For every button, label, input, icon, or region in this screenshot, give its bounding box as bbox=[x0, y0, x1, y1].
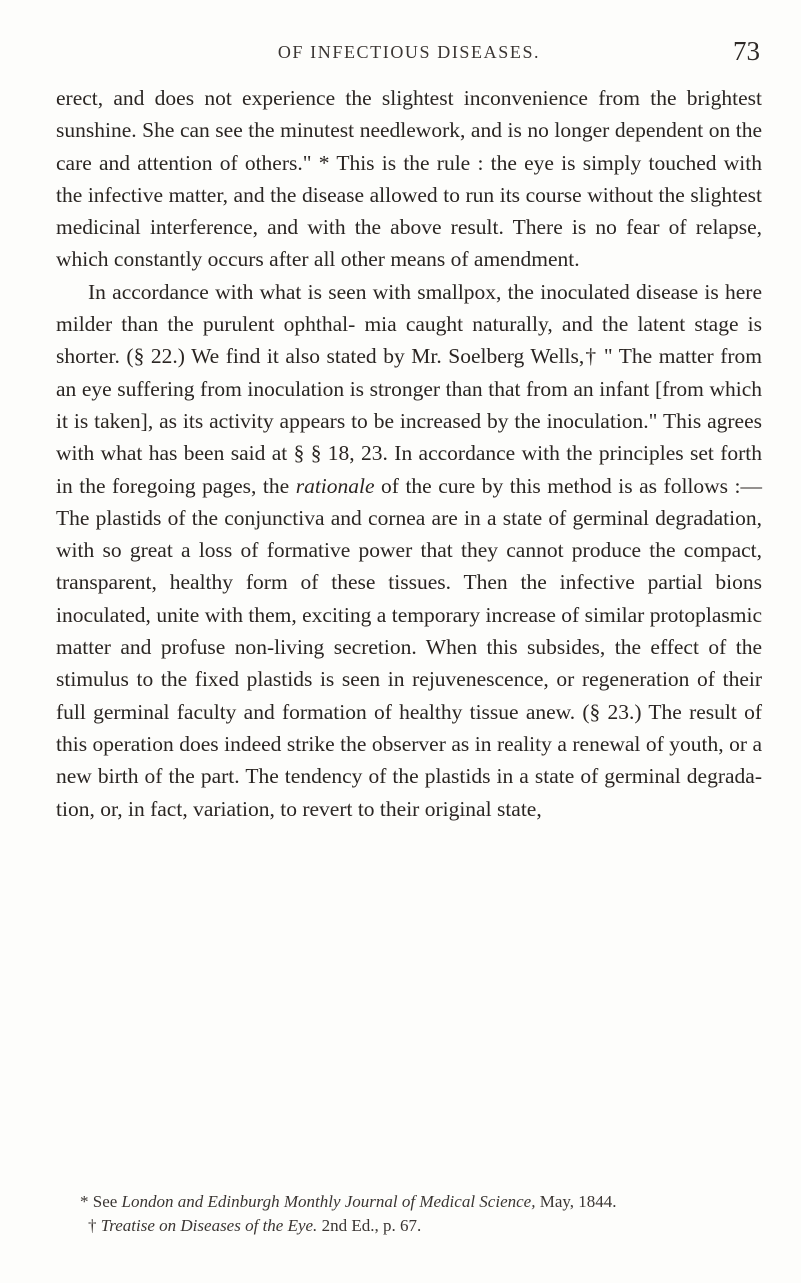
footnote-marker-text: * See bbox=[80, 1192, 122, 1211]
text-line: as in reality a renewal of youth, or a new birth of the part. bbox=[56, 731, 763, 789]
text-line: The tendency of the plastids in a state of germinal degrada- bbox=[245, 764, 762, 789]
text-line: similar protoplasmic matter and profuse non-living secretion. bbox=[56, 602, 762, 660]
page-number: 73 bbox=[733, 36, 760, 66]
footnote-2 bbox=[56, 1214, 762, 1238]
text-line: activity appears to be increased by the inoculation." This bbox=[209, 408, 702, 433]
text-line: germinal degradation, with so great a loss of formative power bbox=[56, 505, 763, 563]
footnote-marker-text: † bbox=[88, 1216, 101, 1235]
text-line: and with the above result. There is no fear of relapse, which bbox=[56, 215, 762, 272]
text-line: form of these tissues. Then the infective partial bions bbox=[245, 570, 762, 595]
text-line: run its course without the slightest medicinal interference, bbox=[56, 182, 762, 240]
text-line: of the cure by this method is as follows :—The bbox=[56, 473, 763, 530]
text-line: with the principles set forth in the foregoing pages, the bbox=[56, 441, 763, 498]
text-line: inoculated disease is here milder than the purulent ophthal- bbox=[56, 279, 762, 337]
footnote-edition: 2nd Ed., p. 67. bbox=[317, 1216, 422, 1235]
footnotes bbox=[56, 1190, 762, 1238]
text-line: We find it also stated by Mr. Soelberg Wells,† " The bbox=[191, 344, 653, 369]
body-text bbox=[56, 82, 762, 825]
text-line: The result of this operation does indeed strike the observer bbox=[56, 699, 762, 756]
text-line: agrees with what has been said at § § 18, 23. In accordance bbox=[56, 408, 762, 466]
text-line: that they cannot produce the compact, transparent, healthy bbox=[56, 538, 763, 595]
footnote-citation: Treatise on Diseases of the Eye. bbox=[100, 1216, 318, 1235]
footnote-1 bbox=[56, 1190, 762, 1214]
running-head bbox=[56, 38, 762, 68]
text-line: germinal faculty and formation of healthy tissue anew. (§ 23.) bbox=[93, 699, 642, 724]
text-line: needlework, and is no longer dependent on the care and bbox=[56, 118, 763, 175]
text-line: from the brightest sunshine. She can see the minutest bbox=[56, 86, 762, 143]
footnote-date: May, 1844. bbox=[539, 1192, 617, 1211]
text-line: erect, and does not experience the slightest inconvenience bbox=[56, 86, 588, 110]
text-line: plastids of the conjunctiva and cornea are in a state of bbox=[95, 505, 567, 530]
text-line: matter from an eye suffering from inoculation is stronger bbox=[56, 344, 762, 401]
text-line: touched with the infective matter, and the disease allowed to bbox=[56, 150, 762, 207]
text-line: plastids is seen in rejuvenescence, or regeneration of their full bbox=[56, 667, 763, 724]
paragraph-1 bbox=[56, 82, 762, 276]
paragraph-2 bbox=[56, 276, 762, 825]
text-line: attention of others." * This is the rule : the eye is simply bbox=[137, 150, 642, 175]
text-line: constantly occurs after all other means of amendment. bbox=[113, 247, 580, 272]
text-line: than that from an infant [from which it is taken], as its bbox=[56, 376, 763, 433]
text-line: In accordance with what is seen with smallpox, the bbox=[88, 279, 534, 304]
text-line: When this subsides, the effect of the stimulus to the fixed bbox=[56, 635, 762, 692]
running-title: OF INFECTIOUS DISEASES. bbox=[277, 42, 541, 62]
text-line: inoculated, unite with them, exciting a temporary increase of bbox=[56, 602, 580, 627]
italic-term: rationale bbox=[295, 473, 375, 498]
text-line: mia caught naturally, and the latent stage is shorter. (§ 22.) bbox=[56, 312, 763, 369]
text-line: tion, or, in fact, variation, to revert to their original state, bbox=[56, 796, 542, 821]
footnote-citation: London and Edinburgh Monthly Journal of Medical Science, bbox=[121, 1192, 536, 1211]
